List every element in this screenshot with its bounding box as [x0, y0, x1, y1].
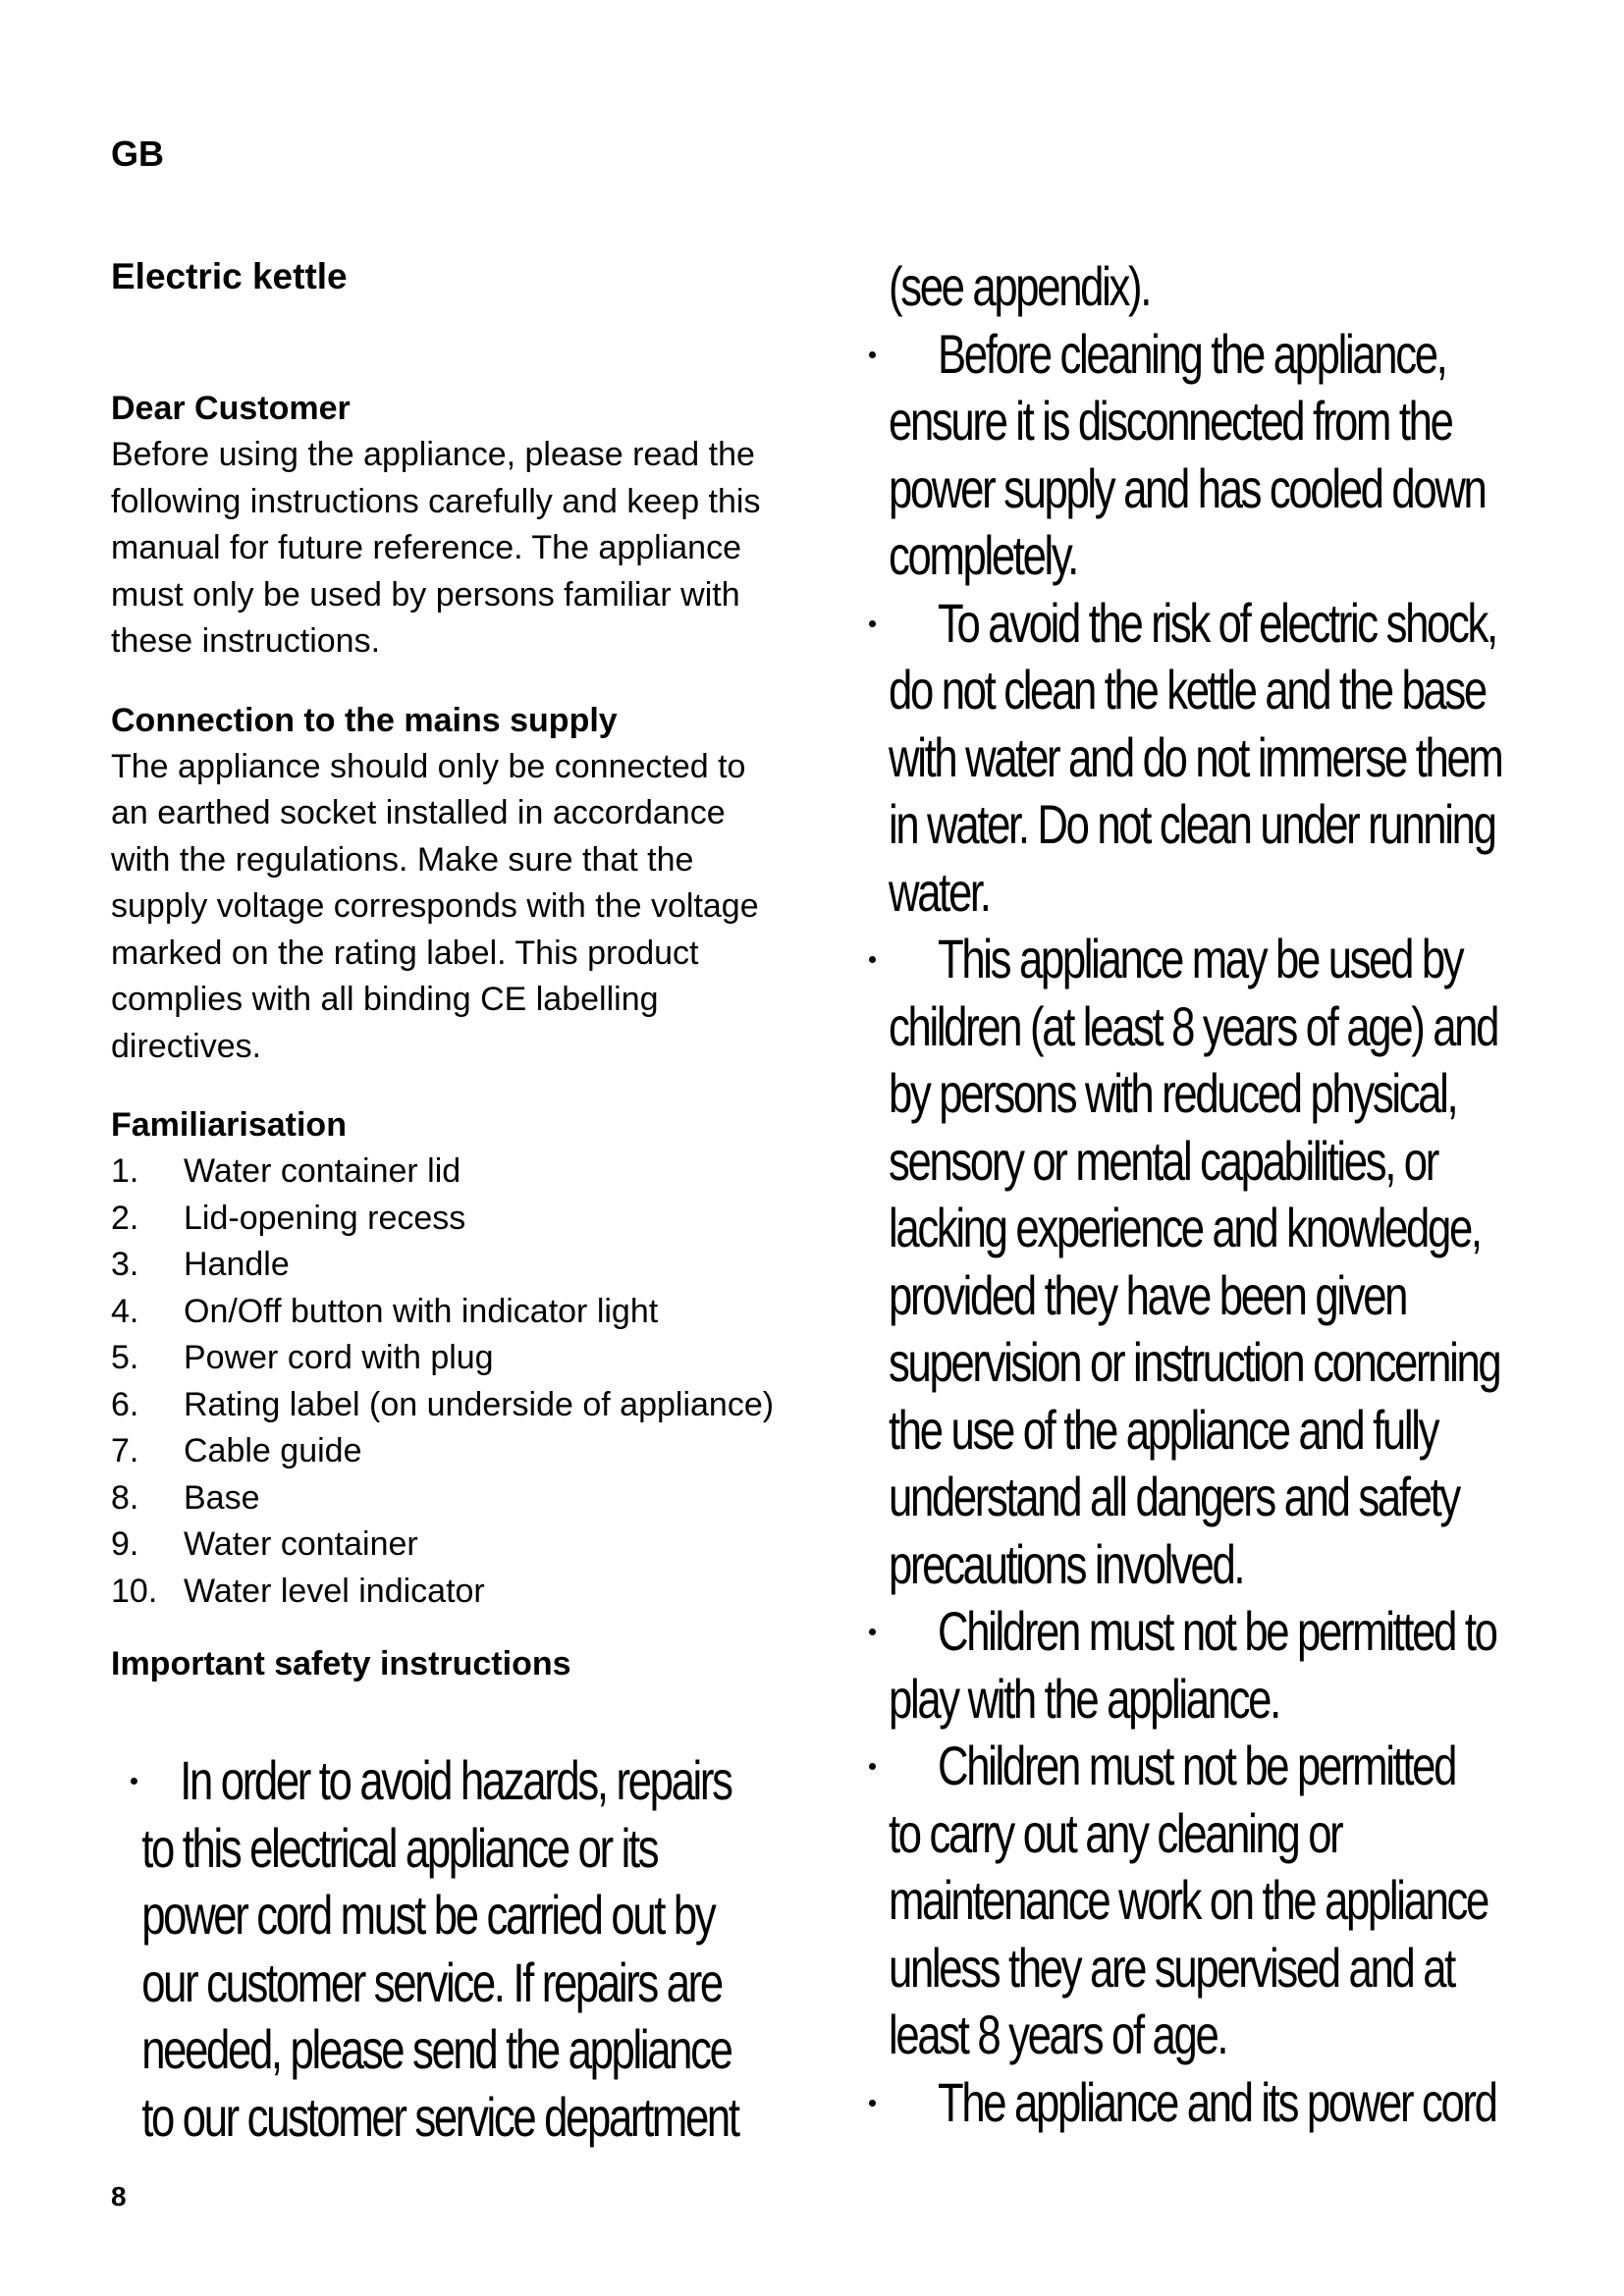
list-item — [111, 1475, 798, 1522]
text-line: directives. — [111, 1027, 262, 1065]
line-text: Children must not be permitted — [938, 1735, 1456, 1796]
line-text: completely. — [889, 524, 1077, 586]
list-item — [111, 1569, 798, 1616]
language-code: GB — [111, 133, 164, 174]
text-line: with the regulations. Make sure that the — [111, 840, 694, 879]
text-line — [889, 253, 1576, 321]
line-text: to carry out any cleaning or — [889, 1801, 1342, 1864]
text-line: these instructions. — [111, 622, 381, 660]
text-line: complies with all binding CE labelling — [111, 981, 659, 1018]
bullet-icon — [869, 351, 876, 358]
text-line — [889, 657, 1576, 724]
mains-text — [111, 744, 798, 1071]
text-line — [889, 455, 1576, 523]
text-line — [889, 1531, 1576, 1599]
text-line — [889, 2002, 1576, 2069]
parts-list — [111, 1148, 798, 1615]
line-text: unless they are supervised and at — [889, 1936, 1454, 1999]
line-text: Children must not be permitted to — [938, 1600, 1496, 1662]
bullet-line — [889, 2069, 1576, 2137]
line-text: with water and do not immerse them — [889, 725, 1502, 788]
text-line — [889, 859, 1576, 927]
text-line — [889, 1128, 1576, 1196]
text-line — [889, 1464, 1576, 1531]
bullet-line — [889, 1733, 1576, 1800]
item-text: Rating label (on underside of appliance) — [184, 1385, 775, 1423]
bullet-icon — [869, 2100, 876, 2107]
text-line — [889, 1397, 1576, 1465]
item-text: Handle — [184, 1246, 290, 1283]
page-number: 8 — [111, 2181, 127, 2212]
list-item — [111, 1148, 798, 1196]
item-text: Water container — [184, 1525, 418, 1563]
dear-customer-heading: Dear Customer — [111, 390, 351, 427]
line-text: by persons with reduced physical, — [889, 1062, 1457, 1124]
line-text: Before cleaning the appliance, — [938, 322, 1446, 385]
text-line — [889, 1666, 1576, 1734]
text-line: In order to avoid hazards, repairs — [180, 1749, 731, 1811]
item-text: Water level indicator — [184, 1572, 485, 1610]
item-number: 9. — [111, 1525, 139, 1563]
dear-customer-text — [111, 432, 798, 666]
item-text: Cable guide — [184, 1432, 362, 1469]
text-line: to this electrical appliance or its — [141, 1816, 658, 1879]
line-text: the use of the appliance and fully — [889, 1398, 1438, 1461]
bullet-line — [889, 1598, 1576, 1666]
item-number: 5. — [111, 1339, 139, 1376]
item-number: 4. — [111, 1292, 139, 1330]
text-line — [889, 1262, 1576, 1330]
text-line: power cord must be carried out by — [141, 1884, 715, 1946]
line-text: children (at least 8 years of age) and — [889, 994, 1498, 1057]
item-text: Lid-opening recess — [184, 1199, 466, 1237]
text-line — [889, 1935, 1576, 2002]
text-line — [889, 388, 1576, 455]
text-line: needed, please send the appliance — [141, 2018, 731, 2080]
line-text: ensure it is disconnected from the — [889, 390, 1452, 452]
line-text: precautions involved. — [889, 1532, 1244, 1595]
text-line — [889, 1867, 1576, 1935]
safety-heading: Important safety instructions — [111, 1645, 571, 1682]
text-line: marked on the rating label. This product — [111, 934, 699, 972]
item-text: Power cord with plug — [184, 1339, 494, 1376]
text-line: Before using the appliance, please read the — [111, 436, 755, 473]
item-number: 8. — [111, 1478, 139, 1517]
bullet-icon — [869, 1763, 876, 1770]
text-line — [889, 1329, 1576, 1397]
text-line — [889, 522, 1576, 590]
item-number: 7. — [111, 1432, 139, 1469]
item-number: 2. — [111, 1199, 139, 1237]
line-text: maintenance work on the appliance — [889, 1869, 1488, 1931]
mains-heading: Connection to the mains supply — [111, 701, 618, 739]
item-text: On/Off button with indicator light — [184, 1292, 659, 1330]
line-text: To avoid the risk of electric shock, — [938, 591, 1496, 654]
text-line: our customer service. If repairs are — [141, 1950, 722, 2013]
text-line: The appliance should only be connected to — [111, 747, 746, 785]
item-text: Water container lid — [184, 1152, 461, 1190]
text-line: supply voltage corresponds with the voltage — [111, 887, 759, 925]
line-text: do not clean the kettle and the base — [889, 659, 1486, 721]
bullet-icon — [869, 1629, 876, 1635]
line-text: water. — [889, 860, 990, 923]
item-number: 3. — [111, 1246, 139, 1283]
text-line — [889, 993, 1576, 1061]
item-text: Base — [184, 1478, 260, 1517]
list-item — [111, 1289, 798, 1336]
text-line: must only be used by persons familiar with — [111, 575, 740, 614]
text-line — [889, 1060, 1576, 1128]
item-number: 1. — [111, 1152, 139, 1190]
safety-right-text — [889, 253, 1576, 2136]
line-text: supervision or instruction concerning — [889, 1331, 1500, 1393]
line-text: understand all dangers and safety — [889, 1466, 1459, 1527]
text-line — [889, 724, 1576, 792]
line-text: power supply and has cooled down — [889, 456, 1486, 519]
bullet-line — [889, 590, 1576, 658]
item-number: 10. — [111, 1572, 158, 1610]
line-text: least 8 years of age. — [889, 2003, 1227, 2065]
list-item — [111, 1382, 798, 1429]
text-line: to our customer service department — [141, 2085, 738, 2148]
text-line: following instructions carefully and keep this — [111, 482, 761, 520]
line-text: play with the appliance. — [889, 1667, 1279, 1730]
text-line: manual for future reference. The appliance — [111, 529, 741, 566]
document-title: Electric kettle — [111, 256, 348, 296]
text-line — [889, 1195, 1576, 1262]
text-line — [889, 791, 1576, 859]
list-item — [111, 1522, 798, 1569]
list-item — [111, 1196, 798, 1243]
item-number: 6. — [111, 1385, 139, 1423]
text-line: an earthed socket installed in accordance — [111, 794, 726, 831]
safety-left-text — [111, 1747, 798, 2151]
line-text: (see appendix). — [889, 255, 1150, 317]
bullet-icon — [869, 620, 876, 627]
line-text: sensory or mental capabilities, or — [889, 1129, 1437, 1192]
text-line — [889, 1800, 1576, 1868]
bullet-icon — [869, 956, 876, 963]
familiarisation-heading: Familiarisation — [111, 1106, 347, 1144]
bullet-line — [889, 926, 1576, 993]
line-text: in water. Do not clean under running — [889, 793, 1495, 855]
list-item — [111, 1335, 798, 1382]
line-text: lacking experience and knowledge, — [889, 1197, 1481, 1258]
left-column — [111, 253, 798, 1687]
line-text: provided they have been given — [889, 1263, 1407, 1326]
line-text: The appliance and its power cord — [938, 2070, 1496, 2133]
list-item — [111, 1428, 798, 1475]
bullet-line — [889, 321, 1576, 389]
line-text: This appliance may be used by — [938, 928, 1463, 989]
list-item — [111, 1242, 798, 1289]
